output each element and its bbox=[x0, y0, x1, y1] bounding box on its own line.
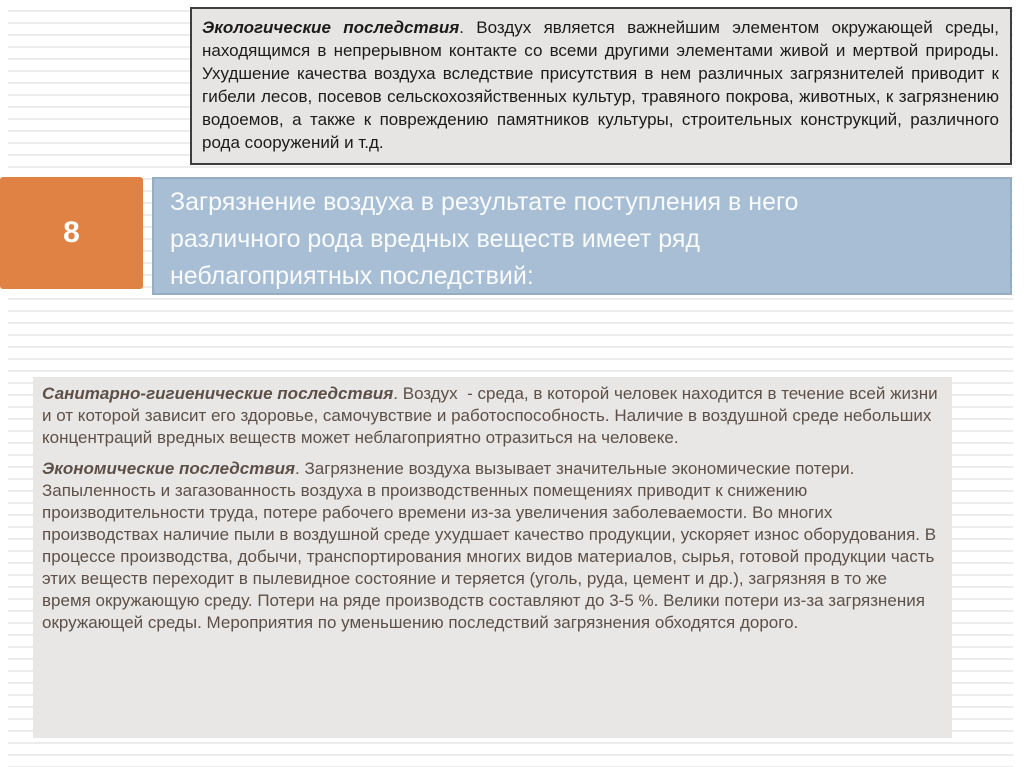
title-line-1: Загрязнение воздуха в результате поступления в него bbox=[170, 188, 799, 216]
slide-number: 8 bbox=[63, 216, 80, 249]
title-line-3: неблагоприятных последствий: bbox=[170, 262, 534, 290]
sanitary-paragraph bbox=[42, 383, 940, 449]
eco-box-lead: Экологические последствия bbox=[202, 18, 460, 37]
ecological-consequences-box bbox=[190, 7, 1012, 165]
eco-box-text: . Воздух является важнейшим элементом окружающей среды, находящимся в непрерывном контакте со всеми другими элементами живой и мертвой природы. Ухудшение качества воздуха вследствие присутствия в нем различных загрязнителей приводит к гибели лесов, посевов сельскохозяйственных культур, травяного покрова, животных, к загрязнению водоемов, а также к повреждению памятников культуры, строительных конструкций, различного рода сооружений и т.д. bbox=[202, 18, 999, 152]
economic-paragraph-text: . Загрязнение воздуха вызывает значительные экономические потери. Запыленность и загазованность воздуха в производственных помещениях приводит к снижению производительности труда, потере рабочего времени из-за увеличения заболеваемости. Во многих производствах наличие пыли в воздушной среде ухудшает качество продукции, ускоряет износ оборудования. В процессе производства, добычи, транспортирования многих видов материалов, сырья, готовой продукции часть этих веществ переходит в пылевидное состояние и теряется (уголь, руда, цемент и др.), загрязняя в то же время окружающую среду. Потери на ряде производств составляют до 3-5 %. Велики потери из-за загрязнения окружающей среды. Мероприятия по уменьшению последствий загрязнения обходятся дорого. bbox=[42, 459, 937, 632]
sanitary-paragraph-text: . Воздух - среда, в которой человек находится в течение всей жизни и от которой зависит его здоровье, самочувствие и работоспособность. Наличие в воздушной среде небольших концентраций вредных веществ может неблагоприятно отразиться на человеке. bbox=[42, 384, 938, 447]
title-line-2: различного рода вредных веществ имеет ряд bbox=[170, 225, 701, 253]
content-box bbox=[33, 377, 952, 738]
sanitary-paragraph-lead: Санитарно-гигиенические последствия bbox=[42, 384, 394, 403]
economic-paragraph bbox=[42, 458, 940, 634]
slide-number-badge bbox=[0, 177, 143, 289]
title-banner bbox=[152, 177, 1012, 295]
economic-paragraph-lead: Экономические последствия bbox=[42, 459, 296, 478]
